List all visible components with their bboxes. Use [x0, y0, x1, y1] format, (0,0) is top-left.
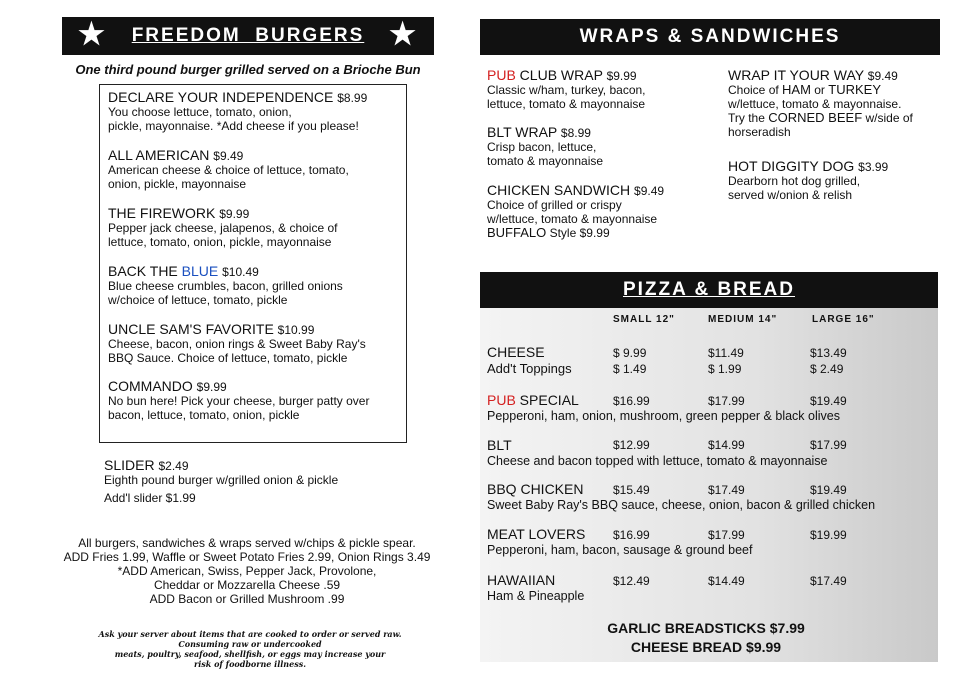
item-desc: lettuce, tomato, onion, pickle, mayonnaise	[108, 235, 332, 249]
col-header-large: LARGE 16"	[812, 314, 875, 325]
price-medium: $17.99	[708, 528, 745, 542]
price-large: $19.49	[810, 394, 847, 408]
pizza-banner	[480, 272, 938, 308]
pizza-subline: Add't Toppings	[487, 361, 572, 376]
item-desc: You choose lettuce, tomato, onion,	[108, 105, 292, 119]
item-desc-strong: HAM	[782, 82, 811, 97]
pizza-name-accent: PUB	[487, 392, 516, 408]
item-desc: Dearborn hot dog grilled,	[728, 174, 861, 188]
item-price: $2.49	[158, 459, 189, 473]
item-price: $10.99	[277, 323, 315, 337]
price-large: $17.49	[810, 574, 847, 588]
topping-price-large: $ 2.49	[810, 362, 844, 376]
menu-item	[728, 158, 938, 202]
item-name: UNCLE SAM'S FAVORITE	[108, 321, 274, 337]
menu-item	[487, 182, 717, 240]
item-desc: BBQ Sauce. Choice of lettuce, tomato, pickle	[108, 351, 348, 365]
disclaimer-line: risk of foodborne illness.	[193, 659, 306, 669]
star-icon: ★	[389, 18, 418, 51]
burger-list-box	[99, 84, 407, 443]
item-desc-strong: TURKEY	[828, 82, 881, 97]
item-name: BACK THE	[108, 263, 182, 279]
disclaimer-line: Consuming raw or undercooked	[178, 639, 322, 649]
price-small: $16.99	[613, 394, 650, 408]
wraps-banner: WRAPS & SANDWICHES	[480, 19, 940, 55]
slider-item	[104, 457, 338, 505]
price-small: $ 9.99	[613, 346, 647, 360]
note-line: *ADD American, Swiss, Pepper Jack, Provolone,	[117, 564, 377, 578]
item-price: $10.49	[222, 265, 259, 279]
topping-price-small: $ 1.49	[613, 362, 647, 376]
price-small: $12.49	[613, 574, 650, 588]
item-name: HOT DIGGITY DOG	[728, 158, 855, 174]
pizza-desc: Ham & Pineapple	[487, 589, 585, 603]
note-line: ADD Fries 1.99, Waffle or Sweet Potato Fries 2.99, Onion Rings 3.49	[63, 550, 431, 564]
item-name: DECLARE YOUR INDEPENDENCE	[108, 89, 334, 105]
price-small: $12.99	[613, 438, 650, 452]
pizza-name: BLT	[487, 437, 512, 453]
col-header-medium: MEDIUM 14"	[708, 314, 778, 325]
item-price: $8.99	[560, 126, 591, 140]
item-desc: pickle, mayonnaise. *Add cheese if you please!	[108, 119, 359, 133]
pizza-name: MEAT LOVERS	[487, 526, 586, 542]
price-small: $16.99	[613, 528, 650, 542]
item-desc: onion, pickle, mayonnaise	[108, 177, 247, 191]
item-desc: No bun here! Pick your cheese, burger patty over	[108, 394, 370, 408]
food-safety-disclaimer	[70, 629, 430, 669]
menu-item	[728, 67, 938, 139]
item-name: BLT WRAP	[487, 124, 558, 140]
pizza-name: CHEESE	[487, 344, 545, 360]
banner-title: PIZZA & BREAD	[622, 279, 796, 300]
item-name: THE FIREWORK	[108, 205, 216, 221]
item-desc: lettuce, tomato & mayonnaise	[487, 97, 646, 111]
item-desc-strong: CORNED BEEF	[768, 110, 863, 125]
menu-item	[108, 205, 337, 249]
item-desc: horseradish	[728, 125, 791, 139]
price-small: $15.49	[613, 483, 650, 497]
menu-item	[108, 321, 366, 365]
burger-notes	[42, 536, 452, 606]
item-name: WRAP IT YOUR WAY	[728, 67, 864, 83]
item-price: $3.99	[858, 160, 889, 174]
star-icon: ★	[78, 18, 107, 51]
item-name: SLIDER	[104, 457, 155, 473]
item-name: COMMANDO	[108, 378, 193, 394]
price-medium: $14.49	[708, 574, 745, 588]
item-name: CLUB WRAP	[515, 67, 603, 83]
menu-item	[487, 67, 717, 111]
price-medium: $17.49	[708, 483, 745, 497]
item-desc: American cheese & choice of lettuce, tomato,	[108, 163, 349, 177]
pizza-desc: Cheese and bacon topped with lettuce, tomato & mayonnaise	[487, 454, 828, 468]
item-variant-price: Style $9.99	[546, 226, 610, 240]
note-line: All burgers, sandwiches & wraps served w/chips & pickle spear.	[78, 536, 416, 550]
item-desc: Try the	[728, 111, 769, 125]
item-desc: Blue cheese crumbles, bacon, grilled onions	[108, 279, 343, 293]
price-medium: $11.49	[708, 346, 744, 360]
note-line: ADD Bacon or Grilled Mushroom .99	[149, 592, 345, 606]
item-desc: Pepper jack cheese, jalapenos, & choice of	[108, 221, 338, 235]
garlic-breadsticks: GARLIC BREADSTICKS $7.99	[607, 620, 805, 636]
menu-item	[108, 378, 369, 422]
item-desc: Choice of	[728, 83, 783, 97]
menu-item	[108, 89, 367, 133]
pizza-section	[480, 308, 938, 662]
item-desc: Cheese, bacon, onion rings & Sweet Baby Ray's	[108, 337, 366, 351]
pizza-desc: Sweet Baby Ray's BBQ sauce, cheese, onion, bacon & grilled chicken	[487, 498, 876, 512]
item-name-accent: BLUE	[181, 263, 219, 279]
item-desc: w/lettuce, tomato & mayonnaise	[487, 212, 658, 226]
pizza-desc: Pepperoni, ham, bacon, sausage & ground beef	[487, 543, 753, 557]
price-large: $17.99	[810, 438, 847, 452]
item-name: CHICKEN SANDWICH	[487, 182, 631, 198]
item-addl: Add'l slider $1.99	[104, 491, 196, 505]
item-desc: Choice of grilled or crispy	[487, 198, 622, 212]
item-price: $9.49	[634, 184, 665, 198]
item-desc: bacon, lettuce, tomato, onion, pickle	[108, 408, 300, 422]
menu-item	[108, 263, 343, 307]
item-desc: Classic w/ham, turkey, bacon,	[487, 83, 646, 97]
menu-item	[108, 147, 349, 191]
item-price: $8.99	[337, 91, 368, 105]
item-desc: Eighth pound burger w/grilled onion & pickle	[104, 473, 339, 487]
banner-title: FREEDOM BURGERS	[131, 25, 365, 46]
burger-tagline: One third pound burger grilled served on a Brioche Bun	[75, 62, 421, 77]
menu-item	[487, 124, 717, 168]
cheese-bread: CHEESE BREAD $9.99	[630, 639, 782, 655]
item-name-accent: PUB	[487, 67, 516, 83]
item-desc: Crisp bacon, lettuce,	[487, 140, 597, 154]
item-price: $9.49	[213, 149, 244, 163]
price-large: $19.49	[810, 483, 847, 497]
item-price: $9.99	[606, 69, 637, 83]
pizza-name: SPECIAL	[515, 392, 579, 408]
item-desc: or	[810, 83, 829, 97]
disclaimer-line: meats, poultry, seafood, shellfish, or eggs may increase your	[114, 649, 386, 659]
item-desc: w/lettuce, tomato & mayonnaise.	[728, 97, 902, 111]
item-desc: w/side of	[862, 111, 913, 125]
price-medium: $17.99	[708, 394, 745, 408]
pizza-name: BBQ CHICKEN	[487, 481, 584, 497]
item-desc: served w/onion & relish	[728, 188, 853, 202]
disclaimer-line: Ask your server about items that are cooked to order or served raw.	[98, 629, 402, 639]
pizza-item	[487, 392, 579, 408]
item-desc: tomato & mayonnaise	[487, 154, 604, 168]
item-price: $9.99	[219, 207, 250, 221]
pizza-desc: Pepperoni, ham, onion, mushroom, green pepper & black olives	[487, 409, 840, 423]
item-price: $9.49	[867, 69, 898, 83]
note-line: Cheddar or Mozzarella Cheese .59	[153, 578, 341, 592]
item-desc: w/choice of lettuce, tomato, pickle	[108, 293, 288, 307]
item-name: ALL AMERICAN	[108, 147, 210, 163]
price-large: $13.49	[810, 346, 847, 360]
item-variant: BUFFALO	[487, 225, 547, 240]
price-large: $19.99	[810, 528, 847, 542]
price-medium: $14.99	[708, 438, 745, 452]
topping-price-medium: $ 1.99	[708, 362, 742, 376]
item-price: $9.99	[196, 380, 227, 394]
freedom-burgers-banner	[62, 17, 434, 55]
pizza-item	[487, 344, 572, 376]
col-header-small: SMALL 12"	[613, 314, 675, 325]
pizza-name: HAWAIIAN	[487, 572, 556, 588]
